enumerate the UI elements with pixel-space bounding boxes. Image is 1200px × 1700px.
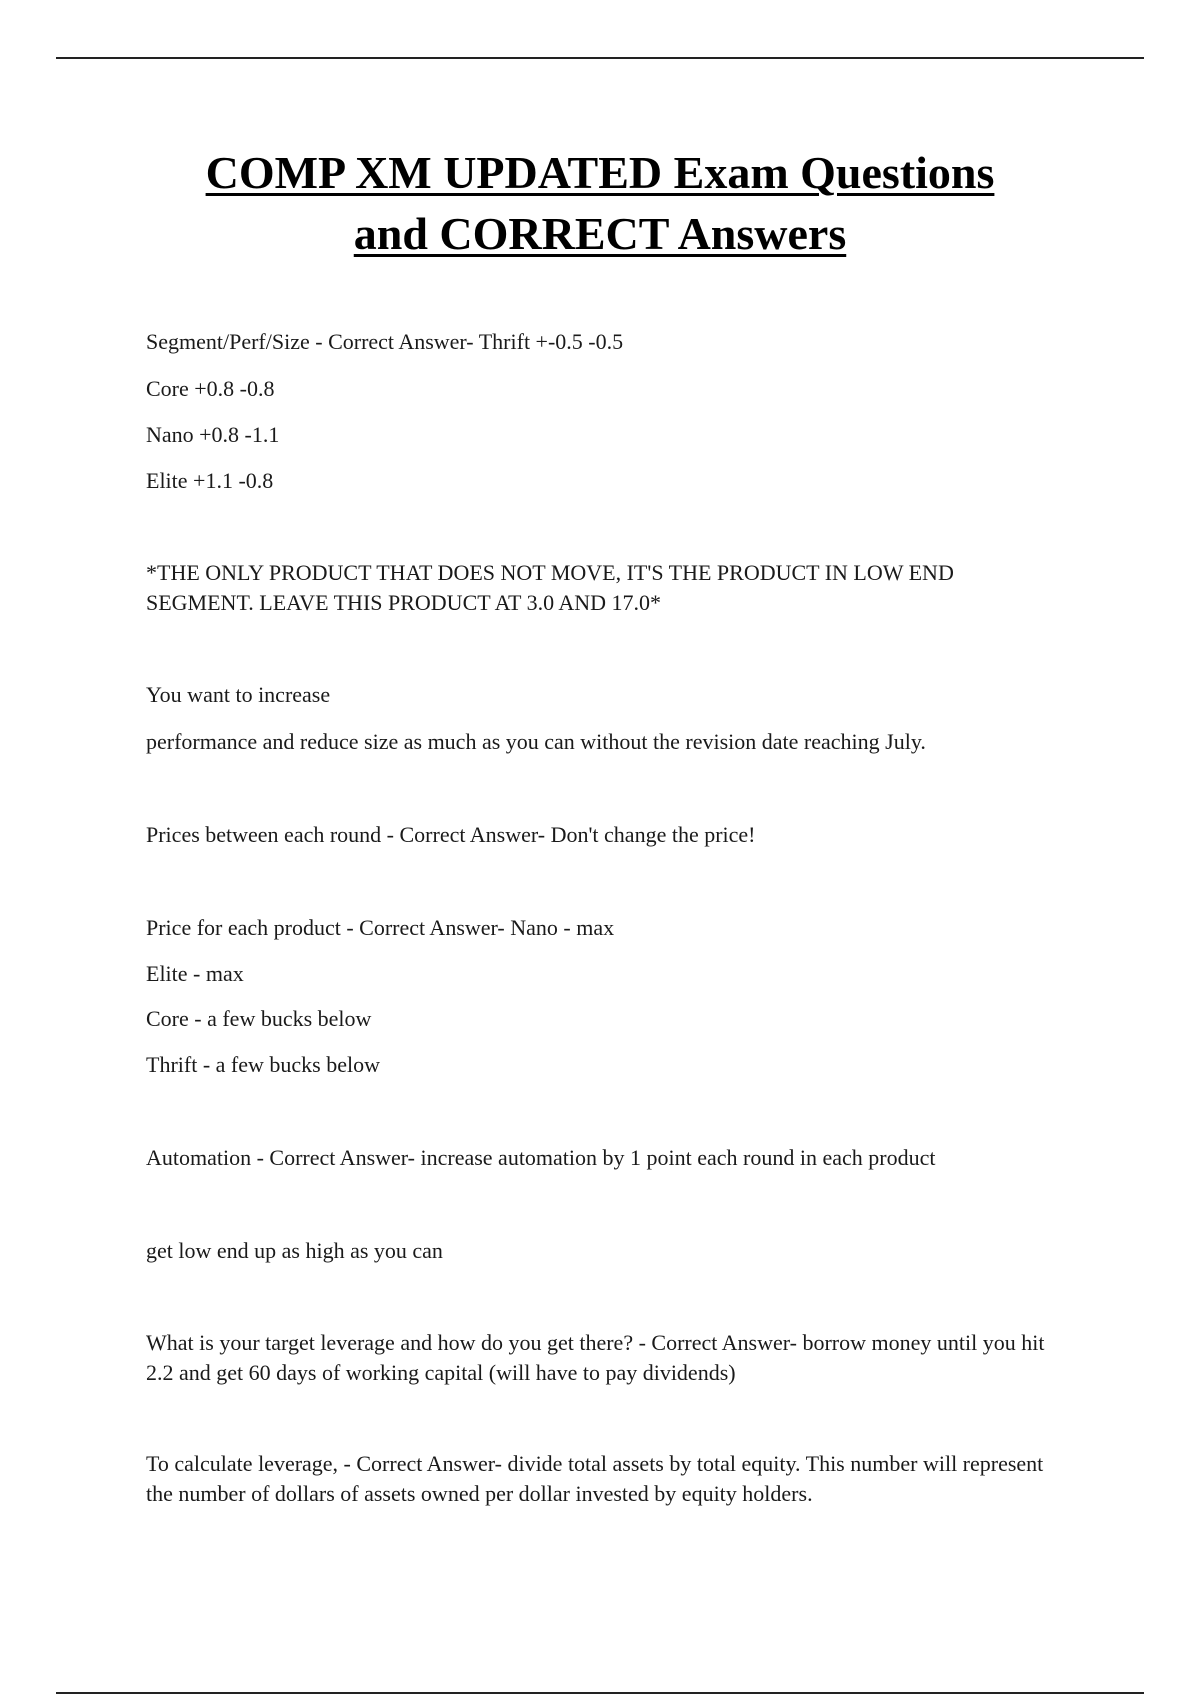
page-title bbox=[100, 142, 1100, 264]
price-core: Core - a few bucks below bbox=[146, 1006, 372, 1031]
automation-answer: Automation - Correct Answer- increase automation by 1 point each round in each product bbox=[146, 1145, 936, 1170]
low-end-up: get low end up as high as you can bbox=[146, 1238, 443, 1263]
price-thrift: Thrift - a few bucks below bbox=[146, 1052, 380, 1077]
low-end-note: *THE ONLY PRODUCT THAT DOES NOT MOVE, IT'S THE PRODUCT IN LOW END SEGMENT. LEAVE THIS PRODUCT AT 3.0 AND 17.0* bbox=[146, 560, 954, 615]
title-line-2: and CORRECT Answers bbox=[353, 208, 847, 259]
prices-between-rounds-answer: Prices between each round - Correct Answer- Don't change the price! bbox=[146, 822, 756, 847]
segment-perf-size-answer: Segment/Perf/Size - Correct Answer- Thrift +-0.5 -0.5 bbox=[146, 329, 624, 354]
elite-values: Elite +1.1 -0.8 bbox=[146, 468, 274, 493]
increase-line-2: performance and reduce size as much as you can without the revision date reaching July. bbox=[146, 729, 926, 754]
price-elite: Elite - max bbox=[146, 961, 244, 986]
target-leverage-answer: What is your target leverage and how do you get there? - Correct Answer- borrow money until you hit 2.2 and get 60 days of working capital (will have to pay dividends) bbox=[146, 1330, 1045, 1385]
price-each-product-answer: Price for each product - Correct Answer- Nano - max bbox=[146, 915, 615, 940]
core-values: Core +0.8 -0.8 bbox=[146, 376, 275, 401]
increase-line-1: You want to increase bbox=[146, 682, 331, 707]
bottom-rule bbox=[56, 1692, 1144, 1694]
top-rule bbox=[56, 57, 1144, 59]
nano-values: Nano +0.8 -1.1 bbox=[146, 422, 280, 447]
title-line-1: COMP XM UPDATED Exam Questions bbox=[205, 147, 995, 198]
calculate-leverage-answer: To calculate leverage, - Correct Answer- divide total assets by total equity. This number will represent the number of dollars of assets owned per dollar invested by equity holders. bbox=[146, 1451, 1044, 1506]
